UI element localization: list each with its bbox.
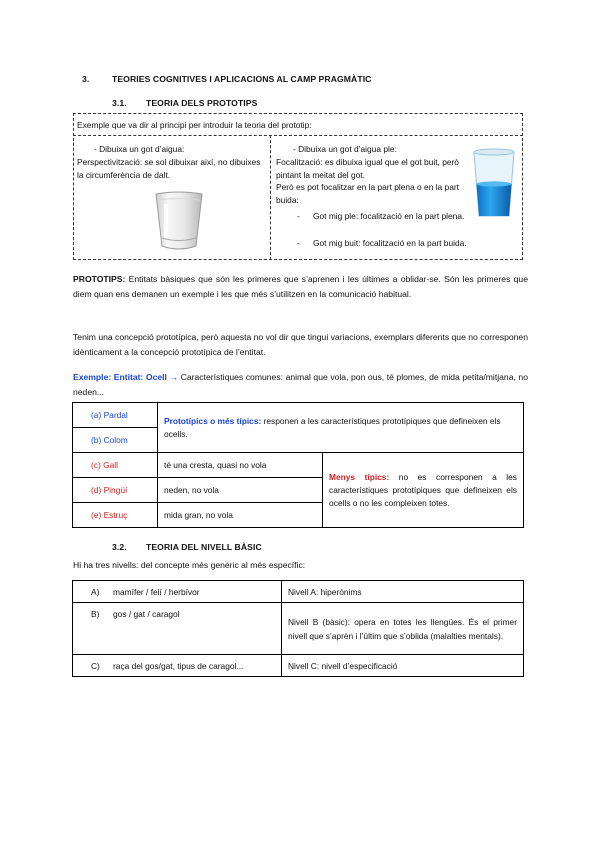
- prototips-label: PROTOTIPS:: [73, 274, 126, 284]
- bullet-half-empty: Got mig buit: focalització en la part buida.: [313, 238, 467, 248]
- bird-name: Estruç: [103, 510, 128, 520]
- level-letter: C): [91, 660, 100, 671]
- right-focalization-text: Focalització: es dibuixa igual que el got buit, però pintant la meitat del got.: [276, 157, 459, 180]
- bird-cell: [73, 503, 158, 528]
- typical-description-cell: [158, 403, 524, 453]
- section-3-2-number: 3.2.: [112, 542, 127, 552]
- level-example: mamífer / felí / herbívor: [113, 586, 200, 597]
- prototips-paragraph: [73, 272, 528, 302]
- empty-glass-icon: [150, 190, 208, 254]
- section-3-number: 3.: [82, 74, 90, 84]
- bird-cell: [73, 403, 158, 428]
- typical-label: Prototípics o més típics:: [164, 415, 262, 426]
- atypical-label: Menys típics:: [329, 471, 390, 482]
- left-perspective-text: Perspectivització: se sol dibuixar així, no dibuixes la circumferència de dalt.: [77, 157, 261, 180]
- prototypical-paragraph: Tenim una concepció prototípica, però aquesta no vol dir que tingui variacions, exemplars diferents que no corresponen idènticament a la concepció prototípica de l’entitat.: [73, 332, 528, 357]
- bullet-dash: -: [297, 211, 300, 221]
- level-example-cell: [73, 655, 282, 677]
- bird-trait-cell: neden, no vola: [158, 478, 323, 503]
- section-3-1-title: TEORIA DELS PROTOTIPS: [146, 98, 258, 108]
- example-intro: Exemple que va dir al principi per introduir la teoria del prototip:: [77, 120, 312, 130]
- bullet-dash: -: [297, 238, 300, 248]
- level-example-cell: [73, 603, 282, 655]
- typical-text: responen a les característiques prototípiques que defineixen els ocells.: [164, 415, 501, 439]
- table-row: [73, 403, 524, 428]
- bird-cell: [73, 478, 158, 503]
- section-3-1-number: 3.1.: [112, 98, 127, 108]
- bird-cell: [73, 453, 158, 478]
- example-entity-paragraph: [73, 370, 528, 400]
- level-letter: A): [91, 586, 100, 597]
- birds-table: [72, 402, 524, 528]
- bird-trait-cell: té una cresta, quasi no vola: [158, 453, 323, 478]
- bird-letter: (e): [91, 510, 102, 520]
- bird-cell: [73, 428, 158, 453]
- table-row: [73, 655, 524, 677]
- level-description: Nivell B (bàsic): opera en totes les llengües. És el primer nivell que s’aprèn i l’últim que s’oblida (malalties mentals).: [282, 603, 524, 655]
- example-entity-text: Característiques comunes: animal que vola, pon ous, té plomes, de mida petita/mitjana, no neden...: [73, 372, 528, 397]
- levels-table: [72, 580, 524, 677]
- bird-name: Pingüí: [103, 485, 128, 495]
- table-row: [73, 453, 524, 478]
- level-description: Nivell C: nivell d’especificació: [282, 655, 524, 677]
- example-entity-label: Exemple: Entitat: Ocell →: [73, 372, 179, 382]
- atypical-description-cell: [323, 453, 524, 528]
- water-glass-icon: [470, 148, 518, 220]
- bird-letter: (d): [91, 485, 102, 495]
- example-box-divider: [73, 135, 523, 136]
- prototips-text: Entitats bàsiques que són les primeres que s’aprenen i les últimes a oblidar-se. Són les primeres que diem quan ens demanen un exemple i les que més s’utilitzen en la comunicació habitual.: [73, 274, 528, 299]
- right-focus-text: Però es pot focalitzar en la part plena o en la part buida:: [276, 182, 459, 205]
- bird-name: Colom: [103, 435, 128, 445]
- table-row: [73, 581, 524, 603]
- bird-letter: (b): [91, 435, 102, 445]
- level-example: raça del gos/gat, tipus de caragol...: [113, 660, 244, 671]
- level-example: gos / gat / caragol: [113, 609, 180, 619]
- bird-trait-cell: mida gran, no vola: [158, 503, 323, 528]
- table-row: [73, 603, 524, 655]
- bullet-half-full: Got mig ple: focalització en la part plena.: [313, 211, 465, 221]
- example-box-column-divider: [270, 135, 271, 260]
- left-instruction: - Dibuixa un got d’aigua:: [94, 144, 185, 154]
- bird-letter: (c): [91, 460, 101, 470]
- levels-intro: Hi ha tres nivells: del concepte més genèric al més específic:: [73, 560, 306, 570]
- bird-letter: (a): [91, 410, 102, 420]
- bird-name: Pardal: [103, 410, 128, 420]
- right-instruction: - Dibuixa un got d’aigua ple:: [293, 144, 397, 154]
- level-example-cell: [73, 581, 282, 603]
- section-3-2-title: TEORIA DEL NIVELL BÀSIC: [146, 542, 262, 552]
- atypical-text: no es corresponen a les característiques prototípiques que defineixen els ocells o no les compleixen totes.: [329, 471, 517, 508]
- section-3-title: TEORIES COGNITIVES I APLICACIONS AL CAMP PRAGMÀTIC: [112, 74, 372, 84]
- bird-name: Gall: [103, 460, 118, 470]
- level-description: Nivell A: hiperònims: [282, 581, 524, 603]
- level-letter: B): [91, 609, 100, 619]
